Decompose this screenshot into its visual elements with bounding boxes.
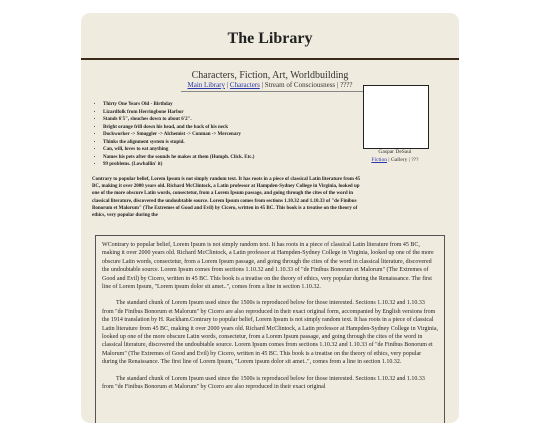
nav-unknown-item: ???? [340,81,353,89]
link-separator: | [387,157,391,163]
nav-main-library-link[interactable]: Main Library [187,81,226,89]
portrait-caption [351,148,439,164]
title-divider [81,58,459,60]
nav-separator: | [225,81,230,89]
page-subtitle: Characters, Fiction, Art, Worldbuilding [191,70,349,81]
fiction-link[interactable]: Fiction [371,157,388,163]
character-links [351,156,439,164]
essay-paragraph: WContrary to popular belief, Lorem Ipsum is not simply random text. It has roots in a piece of classical Latin literature from 45 BC, making it over 2000 years old. Richard McClintock, a Latin professor at Hampden-Sydney College in Virginia, looked up one of the more obscure Latin words, consectetur, from a Lorem Ipsum passage, and going through the cites of the word in classical literature, discovered the undoubtable source. Lorem Ipsum comes from sections 1.10.32 and 1.10.33 of "de Finibus Bonorum et Malorum" (The Extremes of Good and Evil) by Cicero, written in 45 BC. This book is a treatise on the theory of ethics, very popular during the Renaissance. The first line of Lorem Ipsum, "Lorem ipsum dolor sit amet..", comes from a line in section 1.10.32. [102,242,434,291]
page-title: The Library [227,30,313,47]
list-item: • Lizardfolk from Herringbone Harbor [103,109,363,117]
list-item: • Thinks the alignment system is stupid. [103,139,363,147]
list-item: • Bright orange frill down his head, and the back of his neck [103,124,363,132]
essay-paragraph: The standard chunk of Lorem Ipsum used since the 1500s is reproduced below for those interested. Sections 1.10.32 and 1.10.33 from "de Finibus Bonorum et Malorum" by Cicero are also reproduced in their exact original form, accompanied by English versions from the 1914 translation by H. Rackham.Contrary to popular belief, Lorem Ipsum is not simply random text. It has roots in a piece of classical Latin literature from 45 BC, making it over 2000 years old. Richard McClintock, a Latin professor at Hampden-Sydney College in Virginia, looked up one of the more obscure Latin words, consectetur, from a Lorem Ipsum passage, and going through the cites of the word in classical literature, discovered the undoubtable source. Lorem Ipsum comes from sections 1.10.32 and 1.10.33 of "de Finibus Bonorum et Malorum" (The Extremes of Good and Evil) by Cicero, written in 45 BC. This book is a treatise on the theory of ethics, very popular during the Renaissance. The first line of Lorem Ipsum, "Lorem ipsum dolor sit amet..", comes from a line in section 1.10.32. [102,300,439,366]
list-item: • Thirty One Years Old - Birthday [103,101,363,109]
nav-divider [181,91,371,92]
nav-characters-link[interactable]: Characters [229,81,260,89]
essay-box[interactable] [95,235,445,423]
character-name: Gaspar DeSaul [378,149,412,155]
list-item: • Stands 6'5", slouches down to about 6'2". [103,116,363,124]
character-portrait [363,85,429,149]
essay-paragraph: The standard chunk of Lorem Ipsum used since the 1500s is reproduced below for those interested. Sections 1.10.32 and 1.10.33 from "de Finibus Bonorum et Malorum" by Cicero are also reproduced in their exact original [102,375,425,391]
character-intro-text: Contrary to popular belief, Lorem Ipsum is not simply random text. It has roots in a piece of classical Latin literature from 45 BC, making it over 2000 years old. Richard McClintock, a Latin professor at Hampden-Sydney College in Virginia, looked up one of the more obscure Latin words, consectetur, from a Lorem Ipsum passage, and going through the cites of the word in classical literature, discovered the undoubtable source. Lorem Ipsum comes from sections 1.10.32 and 1.10.33 of "de Finibus Bonorum et Malorum" (The Extremes of Good and Evil) by Cicero, written in 45 BC. This book is a treatise on the theory of ethics, very popular during the [92,177,361,219]
list-item: • Can, will, loves to eat anything [103,146,363,154]
character-facts-list [95,101,363,169]
nav-separator: | [335,81,341,89]
link-separator: | [407,157,412,163]
list-item: • Dockworker -> Smuggler -> Alchemist -> Conman -> Mercenary [103,131,363,139]
library-card [81,13,459,423]
list-item: • Names his pets after the sounds he makes at them (Humph. Click. Etc.) [103,154,363,162]
list-item: • 99 problems. (Lowballin' it) [103,161,363,169]
gallery-label: Gallery [390,157,408,163]
unknown-label: ??? [411,157,419,163]
nav-stream-of-consciousness: Stream of Consciousness [264,81,336,89]
nav-separator: | [259,81,265,89]
